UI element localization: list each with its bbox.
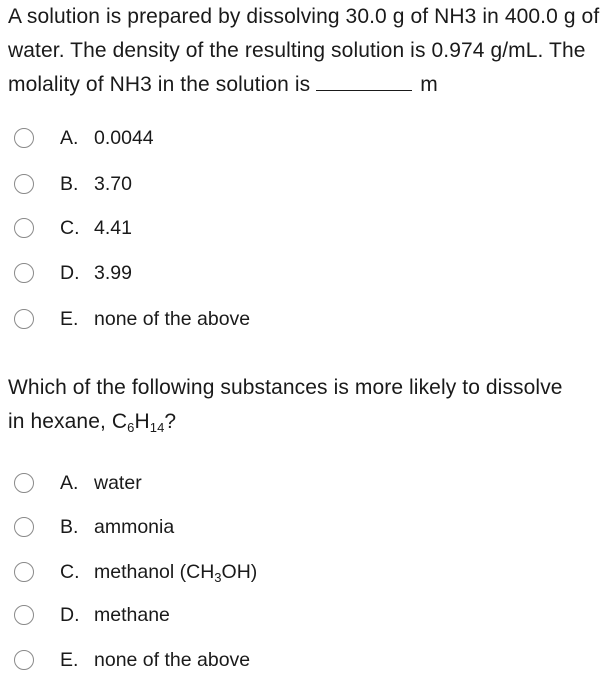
q1-option-d-letter: D. (60, 261, 80, 284)
q1-option-e[interactable] (14, 305, 250, 333)
q2-option-a-text: water (94, 471, 142, 494)
q2-option-c-prefix: methanol (CH (94, 560, 215, 583)
question-2-line-2 (8, 405, 608, 439)
q1-option-d[interactable] (14, 259, 132, 287)
q2-option-c-text (94, 561, 257, 584)
question-2-text (8, 371, 608, 439)
unit-label: m (420, 73, 438, 96)
q1-option-d-radio[interactable] (14, 263, 34, 283)
q1-option-b-letter: B. (60, 172, 79, 195)
q2-option-c[interactable] (14, 558, 257, 586)
q2-option-b-letter: B. (60, 515, 79, 538)
q2-option-e-radio[interactable] (14, 650, 34, 670)
q1-option-b[interactable] (14, 170, 132, 198)
question-2-mark: ? (164, 410, 177, 433)
q1-option-b-text: 3.70 (94, 172, 132, 195)
q2-option-c-suffix: OH) (221, 560, 258, 583)
q2-option-d-radio[interactable] (14, 605, 34, 625)
q1-option-a-radio[interactable] (14, 128, 34, 148)
q1-option-e-letter: E. (60, 307, 79, 330)
question-1-line-1: A solution is prepared by dissolving 30.0 g of NH3 in 400.0 g of (8, 5, 600, 28)
q1-option-c[interactable] (14, 214, 132, 242)
q2-option-d-text: methane (94, 603, 170, 626)
q2-option-c-radio[interactable] (14, 562, 34, 582)
q1-option-c-text: 4.41 (94, 216, 132, 239)
answer-blank (316, 70, 412, 91)
formula-subscript-14: 14 (149, 420, 165, 435)
q1-option-a-text: 0.0044 (94, 126, 154, 149)
q1-option-d-text: 3.99 (94, 261, 132, 284)
q2-option-e-letter: E. (60, 648, 79, 671)
q1-option-c-radio[interactable] (14, 218, 34, 238)
q2-option-a-radio[interactable] (14, 473, 34, 493)
q2-option-e[interactable] (14, 646, 250, 674)
q2-option-d-letter: D. (60, 603, 80, 626)
q2-option-a[interactable] (14, 469, 142, 497)
question-1-line-3-text: molality of NH3 in the solution is (8, 73, 311, 96)
question-1-text (8, 0, 608, 102)
q2-option-d[interactable] (14, 601, 170, 629)
q2-option-b-text: ammonia (94, 515, 175, 538)
formula-subscript-6: 6 (127, 420, 135, 435)
q1-option-a-letter: A. (60, 126, 79, 149)
q1-option-c-letter: C. (60, 216, 80, 239)
question-2-line-1: Which of the following substances is more likely to dissolve (8, 376, 563, 399)
q2-option-e-text: none of the above (94, 648, 251, 671)
q2-option-b-radio[interactable] (14, 517, 34, 537)
q2-option-c-subscript: 3 (214, 569, 222, 585)
q1-option-b-radio[interactable] (14, 174, 34, 194)
q2-option-b[interactable] (14, 513, 174, 541)
question-2-line-2-prefix: in hexane, C (8, 410, 128, 433)
q1-option-a[interactable] (14, 124, 154, 152)
q1-option-e-radio[interactable] (14, 309, 34, 329)
question-1-line-2: water. The density of the resulting solution is 0.974 g/mL. The (8, 39, 586, 62)
formula-h: H (134, 410, 150, 433)
q1-option-e-text: none of the above (94, 307, 251, 330)
q2-option-a-letter: A. (60, 471, 79, 494)
q2-option-c-letter: C. (60, 560, 80, 583)
question-1-line-3 (8, 68, 608, 102)
